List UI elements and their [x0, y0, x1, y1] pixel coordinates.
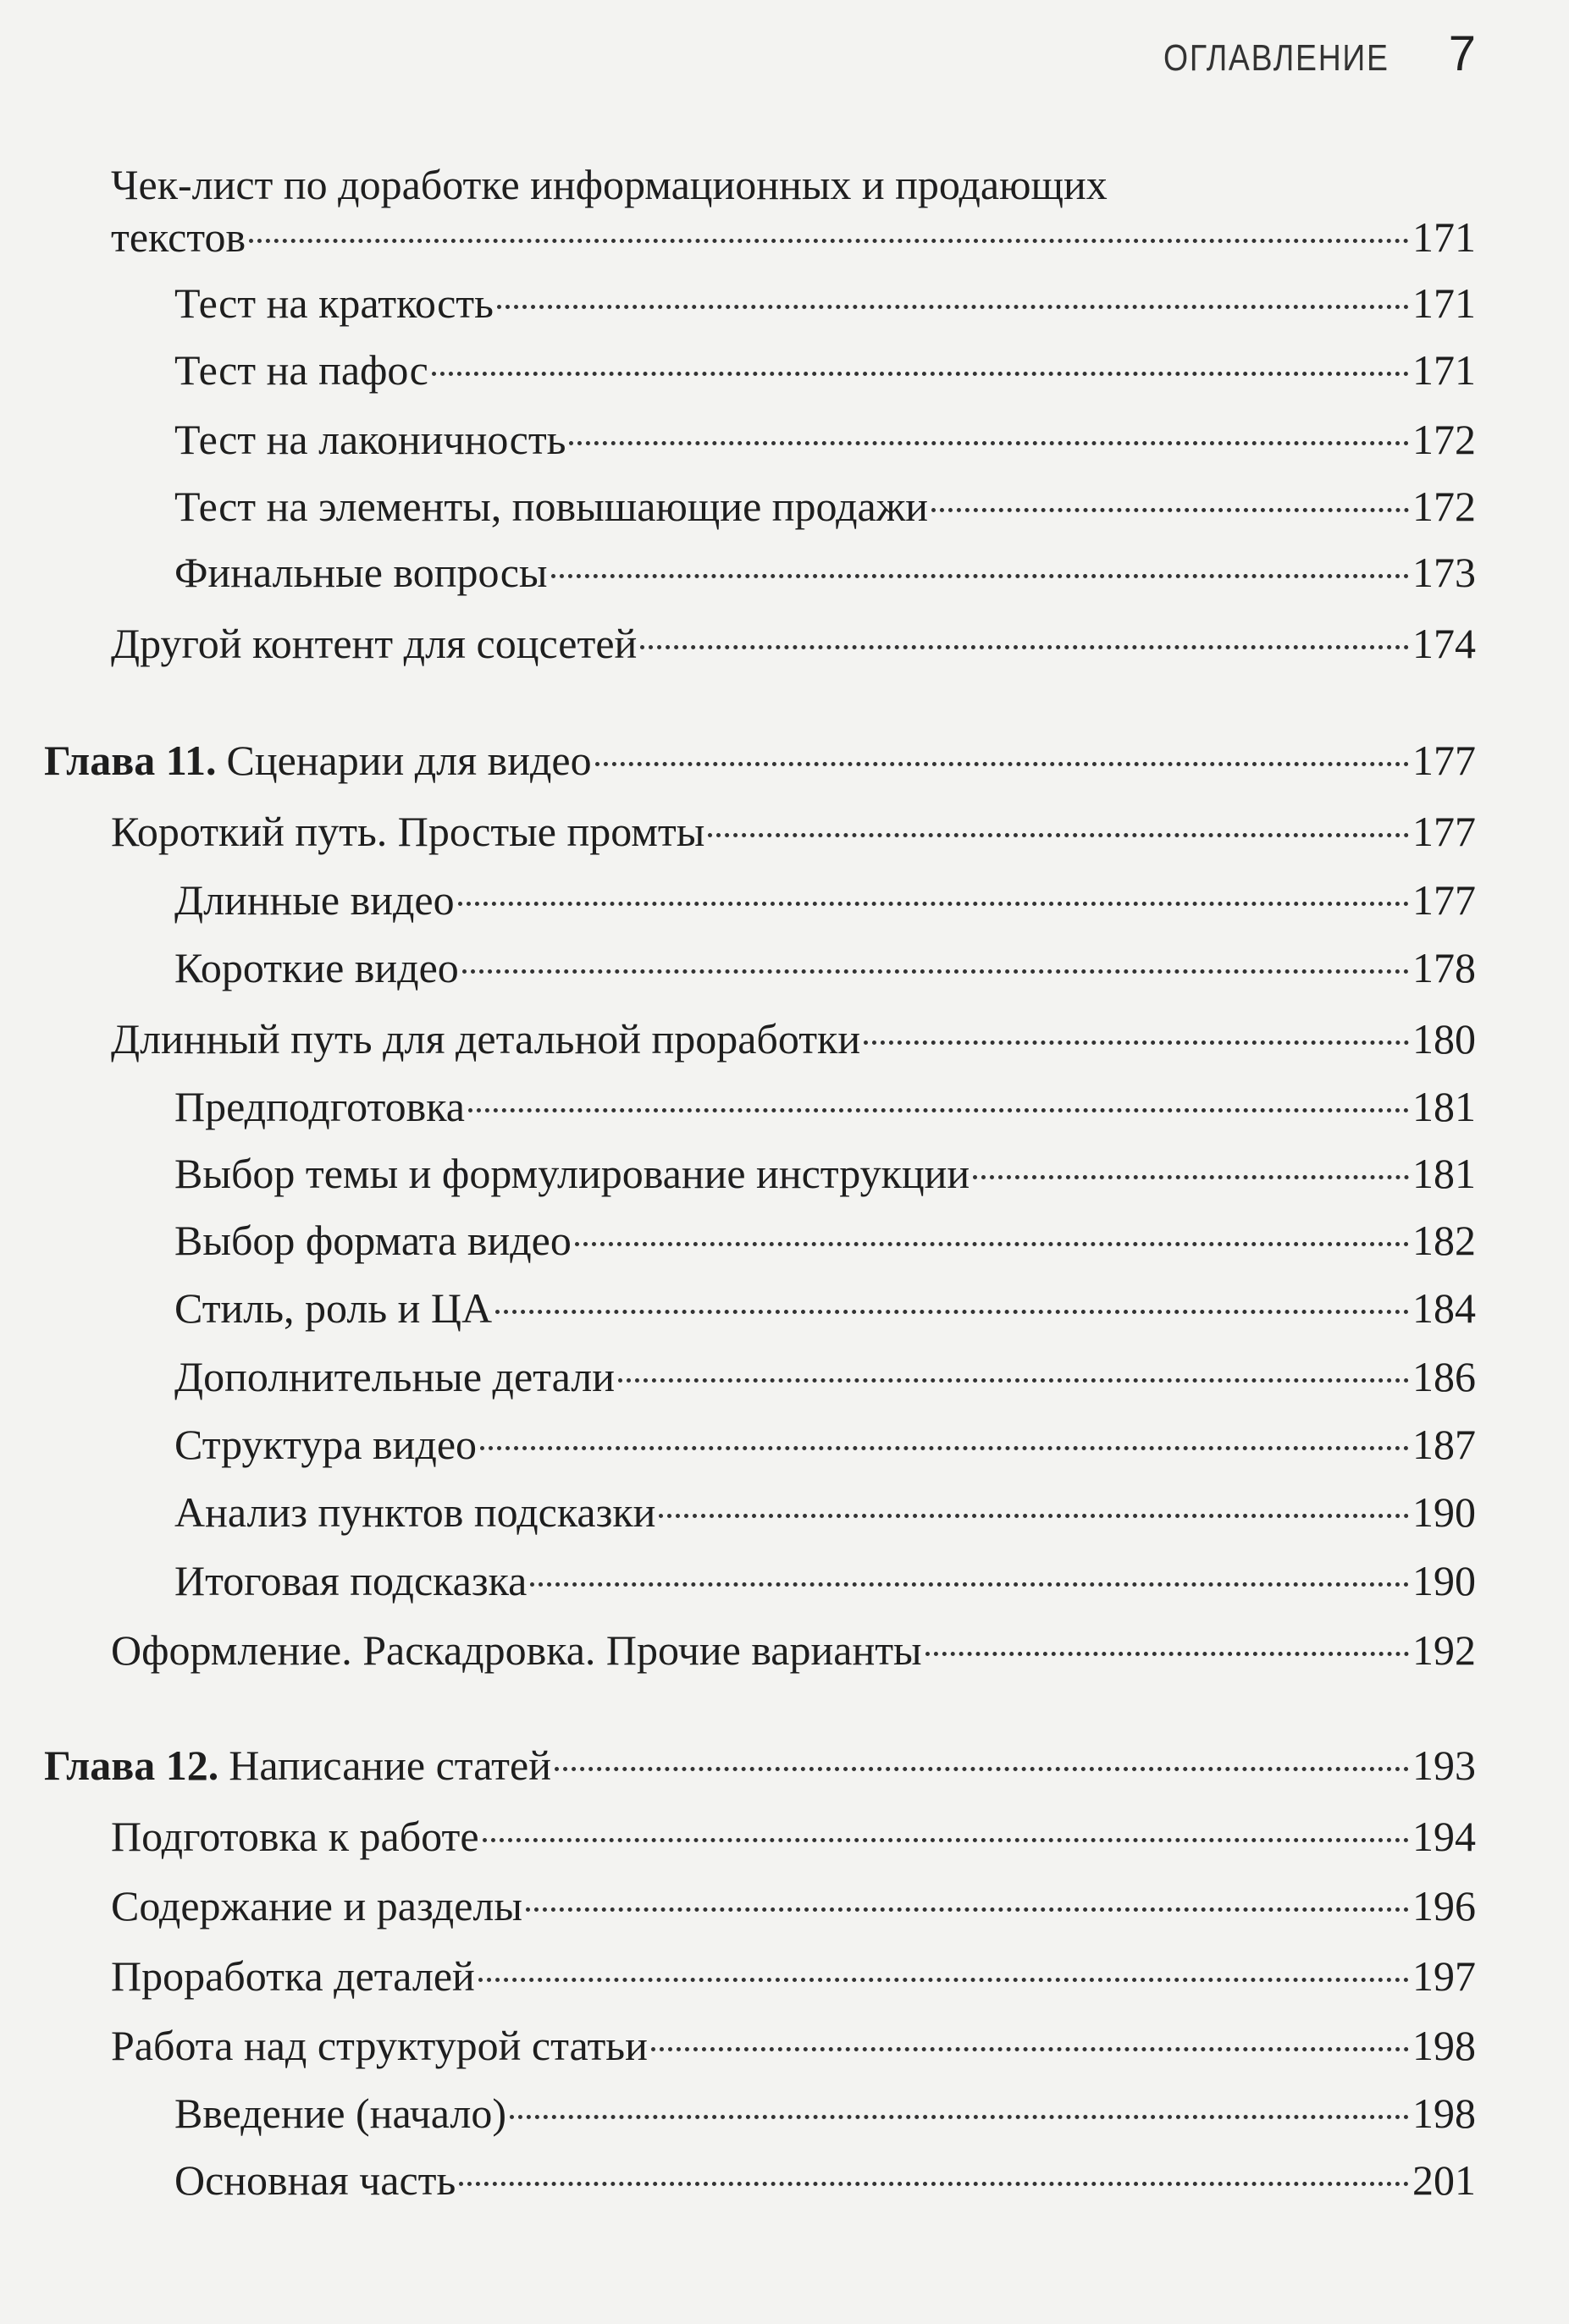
toc-entry[interactable] — [111, 2020, 1476, 2071]
dot-leader — [497, 305, 1409, 309]
dot-leader — [640, 645, 1409, 649]
toc-entry-title — [44, 735, 592, 786]
toc-entry[interactable] — [174, 1081, 1476, 1132]
toc-entry-page: 177 — [1412, 876, 1476, 924]
toc-entry-title — [111, 2020, 648, 2071]
toc-entry-title-text: Другой контент для соцсетей — [111, 620, 638, 667]
toc-entry[interactable] — [174, 1283, 1476, 1333]
dot-leader — [432, 372, 1409, 376]
toc-entry-title-text: Выбор формата видео — [174, 1217, 572, 1264]
toc-entry-title — [174, 547, 548, 598]
toc-entry-title — [174, 1081, 465, 1132]
toc-entry-title — [174, 481, 928, 532]
toc-entry[interactable] — [174, 1351, 1476, 1402]
dot-leader — [468, 1108, 1409, 1112]
dot-leader — [618, 1378, 1409, 1383]
toc-entry-title — [111, 1811, 479, 1862]
toc-entry-title — [174, 942, 459, 993]
toc-entry[interactable] — [44, 1740, 1476, 1791]
toc-entry-page: 193 — [1412, 1742, 1476, 1789]
toc-entry-title — [111, 806, 704, 857]
toc-entry-title-text: Тест на лаконичность — [174, 416, 566, 463]
toc-entry[interactable] — [111, 1811, 1476, 1862]
toc-entry-title — [44, 1740, 551, 1791]
toc-entry-title-text: Структура видео — [174, 1421, 478, 1468]
dot-leader — [569, 441, 1409, 445]
toc-entry[interactable] — [174, 1487, 1476, 1537]
toc-entry-title — [174, 1283, 492, 1333]
toc-entry-title — [174, 2155, 456, 2205]
toc-entry-title — [174, 1215, 572, 1266]
toc-entry-title-text: Основная часть — [174, 2156, 456, 2204]
toc-entry[interactable] — [111, 212, 1476, 262]
toc-entry-title — [174, 1419, 477, 1470]
toc-entry-title — [174, 1487, 655, 1537]
toc-entry[interactable] — [174, 942, 1476, 993]
toc-entry-page: 181 — [1412, 1083, 1476, 1130]
toc-entry-title-text: Финальные вопросы — [174, 549, 548, 596]
toc-entry-page: 178 — [1412, 944, 1476, 991]
dot-leader — [458, 902, 1409, 906]
running-head — [1124, 25, 1476, 82]
toc-entry-title — [174, 345, 428, 395]
dot-leader — [925, 1652, 1409, 1656]
dot-leader — [708, 833, 1409, 837]
dot-leader — [575, 1242, 1409, 1246]
dot-leader — [651, 2047, 1409, 2051]
toc-entry-page: 186 — [1412, 1353, 1476, 1400]
page-number: 7 — [1448, 26, 1476, 81]
dot-leader — [459, 2182, 1409, 2186]
toc-entry-page: 171 — [1412, 279, 1476, 327]
dot-leader — [555, 1767, 1409, 1771]
toc-entry[interactable] — [174, 2155, 1476, 2205]
dot-leader — [495, 1310, 1409, 1314]
toc-entry-page: 192 — [1412, 1626, 1476, 1674]
toc-entry-page: 171 — [1412, 213, 1476, 261]
toc-entry-page: 198 — [1412, 2022, 1476, 2069]
toc-entry-page: 201 — [1412, 2156, 1476, 2204]
toc-entry-title-text: Стиль, роль и ЦА — [174, 1284, 493, 1332]
toc-entry-title-text: Короткие видео — [174, 944, 459, 991]
toc-entry-title — [111, 618, 637, 669]
toc-entry-page: 187 — [1412, 1421, 1476, 1468]
toc-entry-title-text: Длинный путь для детальной проработки — [111, 1015, 861, 1063]
toc-entry-page: 174 — [1412, 620, 1476, 667]
toc-entry-page: 184 — [1412, 1284, 1476, 1332]
toc-entry-page: 190 — [1412, 1488, 1476, 1536]
toc-entry[interactable] — [174, 1215, 1476, 1266]
toc-entry-title — [111, 1951, 475, 2001]
toc-entry-title-text: Содержание и разделы — [111, 1882, 522, 1929]
toc-entry-page: 173 — [1412, 549, 1476, 596]
toc-entry-title-text: Короткий путь. Простые промты — [111, 808, 705, 855]
toc-entry[interactable] — [44, 735, 1476, 786]
toc-entry[interactable] — [111, 618, 1476, 669]
toc-entry-page: 196 — [1412, 1882, 1476, 1929]
toc-entry-title-text: Тест на элементы, повышающие продажи — [174, 483, 929, 530]
section-title: ОГЛАВЛЕНИЕ — [1163, 37, 1389, 79]
toc-entry[interactable] — [174, 1555, 1476, 1606]
toc-entry-title — [111, 212, 246, 262]
toc-entry-title-text: Сценарии для видео — [226, 737, 592, 784]
dot-leader — [595, 762, 1409, 766]
dot-leader — [864, 1041, 1409, 1045]
toc-entry-title — [111, 1013, 860, 1064]
toc-entry[interactable] — [111, 1880, 1476, 1931]
toc-entry-title — [111, 1625, 922, 1675]
chapter-label: Глава 11. — [44, 737, 217, 784]
toc-entry-page: 171 — [1412, 346, 1476, 394]
toc-entry-title-line: Чек-лист по доработке информационных и продающих — [111, 161, 1108, 208]
toc-entry-title-text: Тест на пафос — [174, 346, 428, 394]
toc-entry[interactable] — [174, 1419, 1476, 1470]
toc-entry-title — [174, 1555, 527, 1606]
toc-entry[interactable] — [174, 547, 1476, 598]
toc-entry[interactable] — [174, 414, 1476, 465]
dot-leader — [510, 2115, 1409, 2119]
toc-entry-title-text: Подготовка к работе — [111, 1813, 479, 1860]
toc-entry-title — [174, 1351, 615, 1402]
dot-leader — [973, 1175, 1409, 1179]
dot-leader — [530, 1582, 1409, 1587]
toc-entry-title-text: Предподготовка — [174, 1083, 465, 1130]
dot-leader — [659, 1514, 1409, 1518]
toc-entry[interactable] — [174, 345, 1476, 395]
toc-entry-title-text: Итоговая подсказка — [174, 1557, 528, 1604]
toc-entry-title — [174, 414, 566, 465]
toc-entry-title-text: Проработка деталей — [111, 1952, 475, 2000]
toc-entry-page: 198 — [1412, 2089, 1476, 2137]
toc-entry-title — [174, 875, 455, 925]
dot-leader — [480, 1446, 1409, 1450]
dot-leader — [483, 1838, 1409, 1842]
toc-entry-title-text: Введение (начало) — [174, 2089, 507, 2137]
dot-leader — [249, 239, 1409, 243]
toc-entry[interactable] — [111, 1625, 1476, 1675]
dot-leader — [462, 969, 1409, 974]
toc-entry[interactable] — [174, 278, 1476, 328]
toc-entry-title-text: Тест на краткость — [174, 279, 494, 327]
toc-entry-title-text: Анализ пунктов подсказки — [174, 1488, 656, 1536]
toc-entry-page: 172 — [1412, 416, 1476, 463]
dot-leader — [551, 574, 1409, 578]
toc-entry-title-text: Выбор темы и формулирование инструкции — [174, 1150, 970, 1197]
toc-entry-title-text: Оформление. Раскадровка. Прочие варианты — [111, 1626, 922, 1674]
toc-entry-page: 194 — [1412, 1813, 1476, 1860]
toc-entry-page: 182 — [1412, 1217, 1476, 1264]
toc-entry-title-text: Написание статей — [229, 1742, 551, 1789]
toc-entry-page: 197 — [1412, 1952, 1476, 2000]
toc-entry-page: 190 — [1412, 1557, 1476, 1604]
toc-entry-title-text: Работа над структурой статьи — [111, 2022, 648, 2069]
toc-entry[interactable] — [111, 1951, 1476, 2001]
dot-leader — [478, 1978, 1409, 1982]
toc-entry-page: 172 — [1412, 483, 1476, 530]
toc-entry[interactable] — [174, 2088, 1476, 2139]
dot-leader — [526, 1907, 1409, 1912]
toc-entry-title-text: Дополнительные детали — [174, 1353, 615, 1400]
toc-entry-title-text: Длинные видео — [174, 876, 455, 924]
toc-entry-title-line: текстов — [111, 213, 246, 261]
dot-leader — [931, 508, 1409, 512]
toc-entry-page: 181 — [1412, 1150, 1476, 1197]
toc-entry[interactable] — [174, 875, 1476, 925]
toc-entry[interactable] — [111, 806, 1476, 857]
toc-entry-title — [174, 1148, 970, 1199]
toc-entry-page: 180 — [1412, 1015, 1476, 1063]
toc-entry-title — [174, 2088, 506, 2139]
toc-entry-page: 177 — [1412, 737, 1476, 784]
toc-entry-title — [174, 278, 494, 328]
toc-entry-page: 177 — [1412, 808, 1476, 855]
chapter-label: Глава 12. — [44, 1742, 219, 1789]
toc-entry[interactable] — [174, 481, 1476, 532]
toc-entry-title — [111, 1880, 522, 1931]
toc-entry[interactable] — [111, 1013, 1476, 1064]
toc-entry[interactable] — [174, 1148, 1476, 1199]
